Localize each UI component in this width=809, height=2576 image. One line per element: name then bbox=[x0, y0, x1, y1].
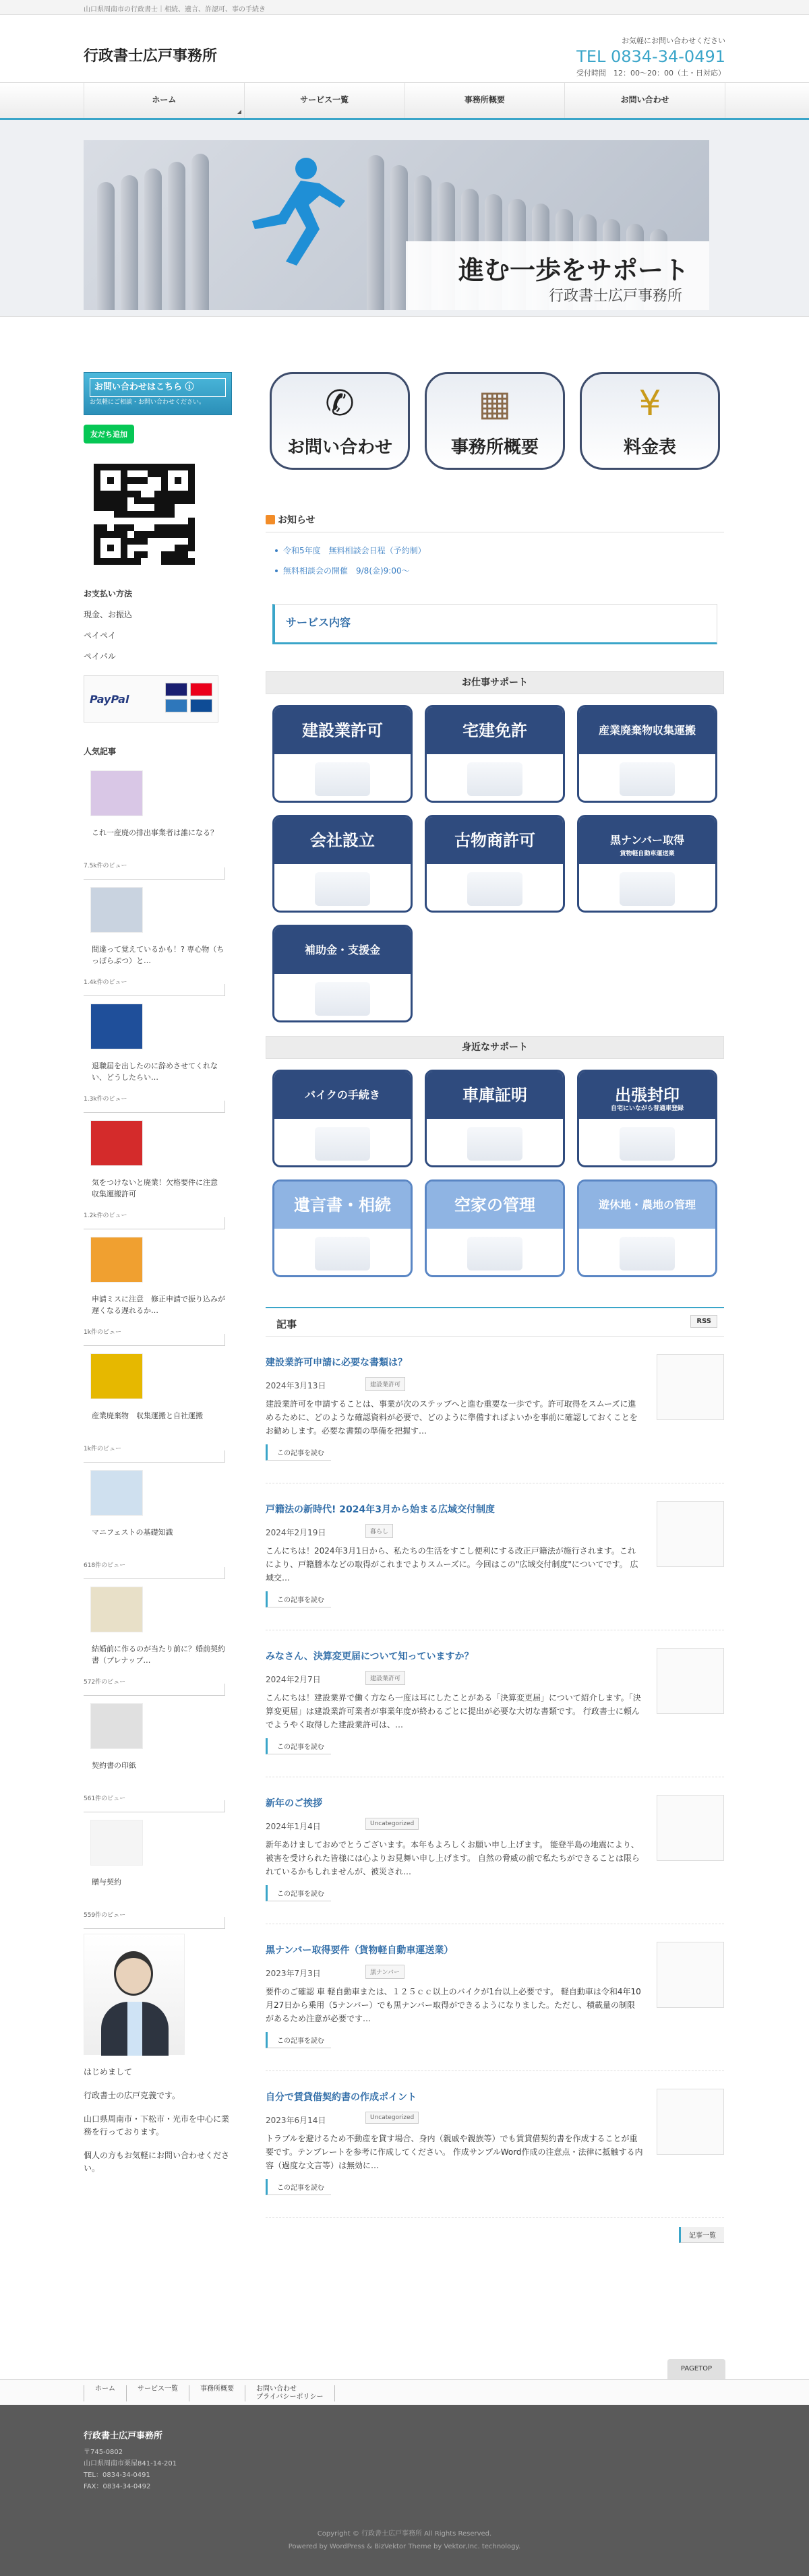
service-illustration-icon bbox=[315, 1127, 370, 1161]
popular-post-title[interactable]: 退職届を出したのに辞めさせてくれない、どうしたらい… bbox=[92, 1062, 218, 1082]
popular-post-views: 1.3k件のビュー bbox=[84, 1096, 127, 1103]
contact-banner-title: お問い合わせはこちら ⓘ bbox=[90, 378, 226, 397]
post-thumbnail[interactable] bbox=[657, 1501, 724, 1567]
payment-cash: 現金、お振込 bbox=[84, 610, 133, 619]
global-nav bbox=[0, 82, 809, 120]
divider bbox=[84, 1334, 225, 1346]
contact-label: お気軽にお問い合わせください bbox=[622, 36, 725, 45]
quick-link-label: 料金表 bbox=[623, 437, 676, 458]
service-tile-title: 宅建免許 bbox=[427, 707, 563, 754]
popular-post-title[interactable]: 間違って覚えているかも！? 専心物（ちっぽらぶつ）と… bbox=[92, 945, 224, 965]
service-tile-title: 出張封印 自宅にいながら普通車登録 bbox=[579, 1072, 715, 1119]
hero-caption bbox=[406, 241, 709, 310]
service-tile-title: 古物商許可 bbox=[427, 817, 563, 864]
service-tile[interactable] bbox=[577, 815, 717, 913]
popular-post-title[interactable]: 気をつけないと廃業！欠格要件に注意 収集運搬許可 bbox=[92, 1178, 225, 1198]
phone-number[interactable]: TEL 0834-34-0491 bbox=[576, 47, 725, 66]
popular-post-title[interactable]: 申請ミスに注意 修正申請で振り込みが遅くなる遅れるか… bbox=[92, 1295, 225, 1315]
divider bbox=[84, 1217, 225, 1229]
service-illustration-icon bbox=[315, 872, 370, 906]
top-bar: 山口県周南市の行政書士｜相続、遺言、許認可、事の手続き bbox=[0, 0, 809, 15]
popular-post-views: 572件のビュー bbox=[84, 1679, 126, 1686]
popular-post-views: 618件のビュー bbox=[84, 1562, 126, 1569]
popular-post-views: 1k件のビュー bbox=[84, 1329, 121, 1336]
read-more-button[interactable]: この記事を読む bbox=[266, 1738, 331, 1754]
nav-office[interactable]: 事務所概要 bbox=[404, 83, 565, 118]
post-category-badge[interactable]: 建設業許可 bbox=[365, 1377, 405, 1391]
post-date: 2024年2月19日 bbox=[266, 1528, 326, 1537]
nav-services[interactable]: サービス一覧 bbox=[244, 83, 404, 118]
contact-banner-sub: お気軽にご相談・お問い合わせください。 bbox=[90, 399, 206, 406]
service-tile-title: 産業廃棄物収集運搬 bbox=[579, 707, 715, 754]
quick-links bbox=[266, 372, 724, 470]
hero-headline: 進む一歩をサポート bbox=[458, 255, 689, 285]
footer-office-name: 行政書士広戸事務所 bbox=[84, 2431, 163, 2441]
popular-post-item[interactable] bbox=[84, 1699, 232, 1816]
service-tile[interactable] bbox=[577, 1070, 717, 1167]
footer-nav bbox=[0, 2379, 809, 2405]
popular-heading: 人気記事 bbox=[84, 747, 117, 756]
divider bbox=[84, 867, 225, 880]
post-thumbnail[interactable] bbox=[657, 1648, 724, 1714]
qr-code-icon bbox=[94, 464, 195, 565]
popular-post-title[interactable]: 贈与契約 bbox=[92, 1878, 121, 1887]
office-icon: ▦ bbox=[478, 384, 512, 424]
popular-post-item[interactable] bbox=[84, 1583, 232, 1699]
hero-subline: 行政書士広戸事務所 bbox=[548, 288, 682, 305]
post-thumbnail[interactable] bbox=[657, 1795, 724, 1861]
line-add-friend-button[interactable]: 友だち追加 bbox=[84, 425, 134, 443]
service-tile[interactable] bbox=[272, 925, 413, 1022]
service-illustration-icon bbox=[315, 1237, 370, 1270]
post-title[interactable]: みなさん、決算変更届について知っていますか？ bbox=[266, 1651, 474, 1662]
post-date: 2024年3月13日 bbox=[266, 1381, 326, 1390]
post-date: 2023年7月3日 bbox=[266, 1969, 321, 1978]
site-footer bbox=[0, 2405, 809, 2576]
paypal-icon: PayPal bbox=[90, 693, 129, 706]
hero-banner bbox=[84, 140, 709, 310]
post-category-badge[interactable]: Uncategorized bbox=[365, 1818, 419, 1830]
post-item bbox=[266, 1630, 724, 1777]
popular-post-item[interactable] bbox=[84, 1466, 232, 1583]
service-tile[interactable] bbox=[425, 1070, 565, 1167]
post-title[interactable]: 建設業許可申請に必要な書類は？ bbox=[266, 1357, 407, 1368]
quick-link-office[interactable] bbox=[425, 372, 565, 470]
post-date: 2024年2月7日 bbox=[266, 1675, 321, 1684]
post-title[interactable]: 新年のご挨拶 bbox=[266, 1798, 322, 1809]
popular-post-views: 559件のビュー bbox=[84, 1912, 126, 1919]
money-bag-icon: ¥ bbox=[638, 384, 661, 424]
read-more-button[interactable]: この記事を読む bbox=[266, 1444, 331, 1461]
read-more-button[interactable]: この記事を読む bbox=[266, 1591, 331, 1607]
service-illustration-icon bbox=[315, 762, 370, 796]
popular-post-item[interactable] bbox=[84, 1816, 232, 1932]
service-tile-title: 会社設立 bbox=[274, 817, 411, 864]
popular-post-views: 1k件のビュー bbox=[84, 1446, 121, 1452]
popular-post-title[interactable]: 契約書の印紙 bbox=[92, 1761, 136, 1770]
hero-section bbox=[0, 120, 809, 317]
payment-heading: お支払い方法 bbox=[84, 589, 133, 599]
popular-post-item[interactable] bbox=[84, 1233, 232, 1349]
service-tile[interactable] bbox=[425, 705, 565, 803]
service-tile[interactable] bbox=[272, 1179, 413, 1277]
divider bbox=[84, 1800, 225, 1812]
footer-link-contact[interactable]: お問い合わせ プライバシーポリシー bbox=[245, 2385, 335, 2401]
profile-photo bbox=[84, 1934, 185, 2055]
service-tile[interactable] bbox=[272, 815, 413, 913]
service-illustration-icon bbox=[620, 872, 675, 906]
read-more-button[interactable]: この記事を読む bbox=[266, 1885, 331, 1901]
work-support-tiles bbox=[266, 694, 724, 1022]
notice-item[interactable]: 令和5年度 無料相談会日程（予約制） bbox=[266, 541, 724, 561]
post-category-badge[interactable]: 建設業許可 bbox=[365, 1671, 405, 1685]
service-tile[interactable] bbox=[272, 1070, 413, 1167]
post-item bbox=[266, 1483, 724, 1630]
divider bbox=[84, 984, 225, 996]
post-thumbnail[interactable] bbox=[657, 1942, 724, 2008]
footer-link-privacy[interactable]: プライバシーポリシー bbox=[256, 2393, 324, 2401]
main-content bbox=[266, 372, 724, 2240]
popular-post-thumbnail[interactable] bbox=[90, 1470, 143, 1516]
footer-address: 〒745-0802 山口県周南市栗屋841-14-201 TEL：0834-34-0491 FAX：0834-34-0492 bbox=[84, 2449, 177, 2490]
service-tile[interactable] bbox=[425, 815, 565, 913]
service-illustration-icon bbox=[315, 982, 370, 1016]
card-brands-icon bbox=[165, 683, 212, 712]
service-tile[interactable] bbox=[577, 1179, 717, 1277]
post-excerpt: 要件のご確認 車 軽自動車または、１２５ｃｃ以上のバイクが1台以上必要です。 軽自動車は令和4年10月27日から乗用（5ナンバー）でも黒ナンバー取得ができるようになりました。ただし、積載量の制限があるため注意が必要です… bbox=[266, 1987, 641, 2023]
contact-banner-button[interactable] bbox=[84, 372, 232, 415]
popular-post-thumbnail[interactable] bbox=[90, 1004, 143, 1049]
popular-post-views: 1.2k件のビュー bbox=[84, 1213, 127, 1219]
archive-button[interactable]: 記事一覧 bbox=[679, 2227, 724, 2243]
post-excerpt: トラブルを避けるため不動産を貸す場合、身内（親戚や親族等）でも賃貸借契約書を作成することが重要です。テンプレートを参考に作成してください。 作成サンプルWord作成の注意点・法律に抵触する内容（過度な文言等）は無効に… bbox=[266, 2134, 643, 2170]
post-title[interactable]: 戸籍法の新時代! 2024年3月から始まる広域交付制度 bbox=[266, 1504, 495, 1515]
quick-link-label: お問い合わせ bbox=[287, 437, 392, 458]
read-more-button[interactable]: この記事を読む bbox=[266, 2179, 331, 2195]
popular-posts-list bbox=[84, 766, 232, 1932]
post-thumbnail[interactable] bbox=[657, 1354, 724, 1420]
divider bbox=[84, 1917, 225, 1929]
service-illustration-icon bbox=[467, 1237, 522, 1270]
post-item bbox=[266, 1777, 724, 1924]
service-tile[interactable] bbox=[577, 705, 717, 803]
popular-post-thumbnail[interactable] bbox=[90, 1237, 143, 1283]
service-illustration-icon bbox=[467, 1127, 522, 1161]
service-tile-title: 車庫証明 bbox=[427, 1072, 563, 1119]
service-illustration-icon bbox=[620, 762, 675, 796]
popular-post-thumbnail[interactable] bbox=[90, 887, 143, 933]
service-illustration-icon bbox=[620, 1237, 675, 1270]
runner-figure-icon bbox=[239, 154, 353, 268]
popular-post-title[interactable]: これ一産廃の排出事業者は誰になる？ bbox=[92, 828, 218, 837]
post-date: 2024年1月4日 bbox=[266, 1822, 321, 1831]
footer-link-home[interactable]: ホーム bbox=[84, 2385, 126, 2401]
popular-post-views: 7.5k件のビュー bbox=[84, 863, 127, 869]
divider bbox=[84, 1450, 225, 1463]
notice-list bbox=[266, 541, 724, 581]
service-illustration-icon bbox=[620, 1127, 675, 1161]
sidebar bbox=[84, 372, 232, 2175]
post-title[interactable]: 黒ナンバー取得要件（貨物軽自動車運送業） bbox=[266, 1945, 454, 1956]
phone-icon: ✆ bbox=[325, 384, 355, 424]
notice-heading: お知らせ bbox=[266, 513, 724, 532]
popular-post-thumbnail[interactable] bbox=[90, 1703, 143, 1749]
about-line: 山口県周南市・下松市・光市を中心に業務を行っております。 bbox=[84, 2114, 230, 2137]
service-tile-title: 遺言書・相続 bbox=[274, 1182, 411, 1229]
popular-post-item[interactable] bbox=[84, 1000, 232, 1116]
business-hours: 受付時間 12：00～20：00（土・日対応） bbox=[576, 69, 725, 78]
popular-post-views: 561件のビュー bbox=[84, 1796, 126, 1802]
post-category-badge[interactable]: 暮らし bbox=[365, 1524, 393, 1538]
quick-link-contact[interactable] bbox=[270, 372, 410, 470]
service-tile-title: 補助金・支援金 bbox=[274, 927, 411, 974]
service-tile[interactable] bbox=[272, 705, 413, 803]
popular-post-views: 1.4k件のビュー bbox=[84, 979, 127, 986]
nav-contact[interactable]: お問い合わせ bbox=[564, 83, 725, 118]
paypal-logo-image bbox=[84, 675, 218, 723]
footer-link-office[interactable]: 事務所概要 bbox=[189, 2385, 245, 2401]
copyright: Copyright © 行政書士広戸事務所 All Rights Reserved. Powered by WordPress & BizVektor Theme by Vektor,Inc. technology. bbox=[288, 2530, 521, 2550]
post-item bbox=[266, 1924, 724, 2071]
popular-post-title[interactable]: 産業廃棄物 収集運搬と自社運搬 bbox=[92, 1411, 203, 1420]
popular-post-thumbnail[interactable] bbox=[90, 1120, 143, 1166]
post-thumbnail[interactable] bbox=[657, 2089, 724, 2155]
popular-post-item[interactable] bbox=[84, 1116, 232, 1233]
pagetop-button[interactable]: PAGETOP bbox=[667, 2359, 725, 2379]
rss-button[interactable]: RSS bbox=[690, 1315, 717, 1328]
post-category-badge[interactable]: Uncategorized bbox=[365, 2112, 419, 2124]
site-title[interactable]: 行政書士広戸事務所 bbox=[84, 48, 218, 65]
notice-item[interactable]: 無料相談会の開催 9/8(金)9:00〜 bbox=[266, 561, 724, 581]
nav-home[interactable]: ホーム bbox=[84, 83, 244, 118]
service-illustration-icon bbox=[467, 762, 522, 796]
payment-paypal: ペイパル bbox=[84, 652, 116, 661]
popular-post-thumbnail[interactable] bbox=[90, 1353, 143, 1399]
popular-post-item[interactable] bbox=[84, 766, 232, 883]
post-title[interactable]: 自分で賃貸借契約書の作成ポイント bbox=[266, 2092, 417, 2103]
post-excerpt: こんにちは！2024年3月1日から、私たちの生活をすこし便利にする改正戸籍法が施行されます。これにより、戸籍謄本などの取得がこれまでよりスムーズに。今回はこの"広域交付制度"についてです。 広域交… bbox=[266, 1546, 638, 1583]
read-more-button[interactable]: この記事を読む bbox=[266, 2032, 331, 2048]
life-support-heading: 身近なサポート bbox=[266, 1036, 724, 1059]
quick-link-fees[interactable] bbox=[580, 372, 720, 470]
service-tile-sub: 自宅にいながら普通車登録 bbox=[610, 1105, 684, 1112]
life-support-tiles bbox=[266, 1059, 724, 1277]
popular-post-thumbnail[interactable] bbox=[90, 1587, 143, 1632]
payment-paypay: ペイペイ bbox=[84, 631, 117, 640]
footer-link-services[interactable]: サービス一覧 bbox=[126, 2385, 189, 2401]
service-tile-title: 空家の管理 bbox=[427, 1182, 563, 1229]
about-text bbox=[84, 2066, 232, 2175]
post-date: 2023年6月14日 bbox=[266, 2116, 326, 2125]
divider bbox=[84, 1567, 225, 1579]
quick-link-label: 事務所概要 bbox=[450, 437, 539, 458]
service-tile-title: バイクの手続き bbox=[274, 1072, 411, 1119]
post-item bbox=[266, 2071, 724, 2218]
popular-post-item[interactable] bbox=[84, 883, 232, 1000]
service-tile-sub: 貨物軽自動車運送業 bbox=[620, 851, 675, 857]
about-line: 行政書士の広戸克義です。 bbox=[84, 2091, 181, 2100]
popular-post-thumbnail[interactable] bbox=[90, 1820, 143, 1866]
service-tile-title: 黒ナンバー取得 貨物軽自動車運送業 bbox=[579, 817, 715, 864]
service-tile[interactable] bbox=[425, 1179, 565, 1277]
post-category-badge[interactable]: 黒ナンバー bbox=[365, 1965, 404, 1979]
post-excerpt: 新年あけましておめでとうございます。本年もよろしくお願い申し上げます。 能登半島の地震により、被害を受けられた皆様には心よりお見舞い申し上げます。 自然の脅威の前で私たちができることは限られているかもしれませんが、被災され… bbox=[266, 1840, 640, 1876]
popular-post-thumbnail[interactable] bbox=[90, 770, 143, 816]
posts-heading: 記事 bbox=[276, 1318, 297, 1330]
post-list bbox=[266, 1337, 724, 2218]
about-line: 個人の方もお気軽にお問い合わせください。 bbox=[84, 2151, 230, 2173]
service-illustration-icon bbox=[467, 872, 522, 906]
header-contact bbox=[576, 35, 725, 78]
post-excerpt: こんにちは！建設業界で働く方なら一度は耳にしたことがある「決算変更届」について紹介します。「決算変更届」は建設業許可業者が事業年度が終わるごとに提出が必要な大切な書類です。 行政書士に頼んでようやく取得した建設業許可は、… bbox=[266, 1693, 641, 1729]
divider bbox=[84, 1101, 225, 1113]
posts-heading-bar bbox=[266, 1307, 724, 1337]
work-support-heading: お仕事サポート bbox=[266, 671, 724, 694]
site-header bbox=[0, 15, 809, 82]
post-item bbox=[266, 1337, 724, 1483]
about-line: はじめまして bbox=[84, 2067, 133, 2077]
post-excerpt: 建設業許可を申請することは、事業が次のステップへと進む重要な一歩です。許可取得をスムーズに進めるために、どのような確認資料が必要で、どのように準備すればよいかを事前に確認しておくことをお勧めします。必要な書類の準備を把握す… bbox=[266, 1399, 638, 1436]
service-tile-title: 遊休地・農地の管理 bbox=[579, 1182, 715, 1229]
popular-post-title[interactable]: マニフェストの基礎知識 bbox=[92, 1528, 173, 1537]
rss-icon[interactable] bbox=[266, 515, 275, 524]
service-tile-title: 建設業許可 bbox=[274, 707, 411, 754]
popular-post-title[interactable]: 結婚前に作るのが当たり前に？婚前契約書（プレナップ… bbox=[92, 1645, 225, 1665]
divider bbox=[84, 1684, 225, 1696]
popular-post-item[interactable] bbox=[84, 1349, 232, 1466]
services-heading: サービス内容 bbox=[272, 604, 717, 644]
